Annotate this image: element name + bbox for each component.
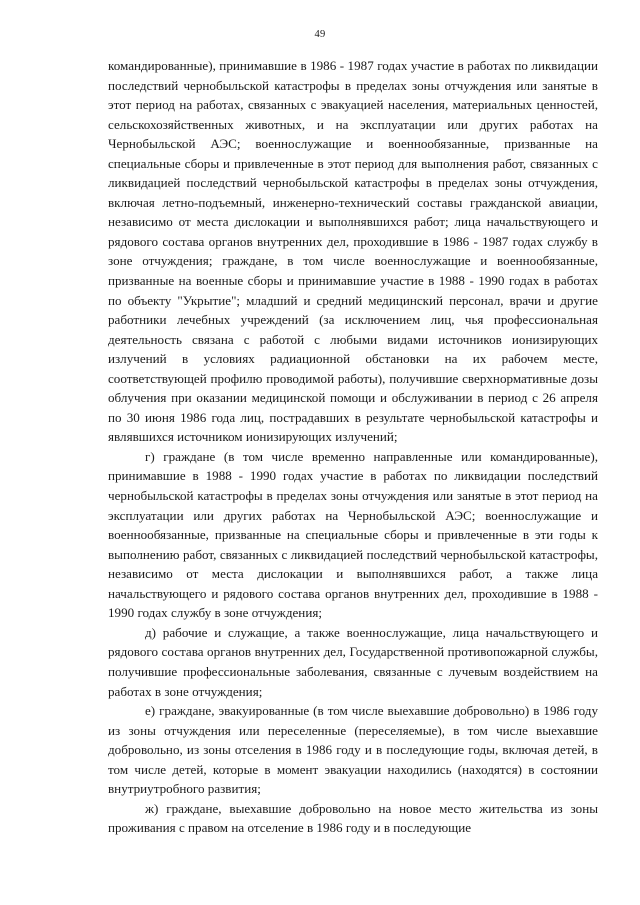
- paragraph-item-zh: ж) граждане, выехавшие добровольно на новое место жительства из зоны проживания с правом на отселение в 1986 году и в последующие: [108, 800, 598, 836]
- paragraph-item-g: г) граждане (в том числе временно направленные или командированные), принимавшие в 1988 - 1990 годах участие в работах по ликвидации последствий чернобыльской катастрофы в пределах зоны отчуждения или занятые в этот период на эксплуатации или других работах на Чернобыльской АЭС; военнослужащие и военнообязанные, призванные на специальные сборы и привлеченные в эти годы к выполнению работ, связанных с ликвидацией последствий чернобыльской катастрофы, независимо от места дислокации и выполнявшихся работ, а также лица начальствующего и рядового состава органов внутренних дел, проходившие в 1988 - 1990 годах службу в зоне отчуждения;: [108, 448, 598, 621]
- page-number: 49: [314, 29, 326, 40]
- paragraph-continuation: командированные), принимавшие в 1986 - 1987 годах участие в работах по ликвидации последствий чернобыльской катастрофы в пределах зоны отчуждения или занятые в этот период на работах, связанных с эвакуацией населения, материальных ценностей, сельскохозяйственных животных, и на эксплуатации или других работах на Чернобыльской АЭС; военнослужащие и военнообязанные, призванные на специальные сборы и привлеченные в этот период для выполнения работ, связанных с ликвидацией последствий чернобыльской катастрофы в пределах зоны отчуждения, включая летно-подъемный, инженерно-технический составы гражданской авиации, независимо от места дислокации и выполнявшихся работ; лица начальствующего и рядового состава органов внутренних дел, проходившие в 1986 - 1987 годах службу в зоне отчуждения; граждане, в том числе военнослужащие и военнообязанные, призванные на военные сборы и принимавшие участие в 1988 - 1990 годах в работах по объекту "Укрытие"; младший и средний медицинский персонал, врачи и другие работники лечебных учреждений (за исключением лиц, чья профессиональная деятельность связана с работой с любыми видами источников ионизирующих излучений в условиях радиационной обстановки на их рабочем месте, соответствующей профилю проводимой работы), получившие сверхнормативные дозы облучения при оказании медицинской помощи и обслуживании в период с 26 апреля по 30 июня 1986 года лиц, пострадавших в результате чернобыльской катастрофы и являвшихся источником ионизирующих излучений;: [108, 58, 598, 445]
- paragraph-item-e: е) граждане, эвакуированные (в том числе выехавшие добровольно) в 1986 году из зоны отчуждения или переселенные (переселяемые), в том числе выехавшие добровольно, из зоны отселения в 1986 году и в последующие годы, включая детей, в том числе детей, которые в момент эвакуации находились (находятся) в состоянии внутриутробного развития;: [108, 703, 598, 797]
- document-body: [108, 56, 598, 838]
- paragraph-item-d: д) рабочие и служащие, а также военнослужащие, лица начальствующего и рядового состава органов внутренних дел, Государственной противопожарной службы, получившие профессиональные заболевания, связанные с лучевым воздействием на работах в зоне отчуждения;: [108, 624, 598, 699]
